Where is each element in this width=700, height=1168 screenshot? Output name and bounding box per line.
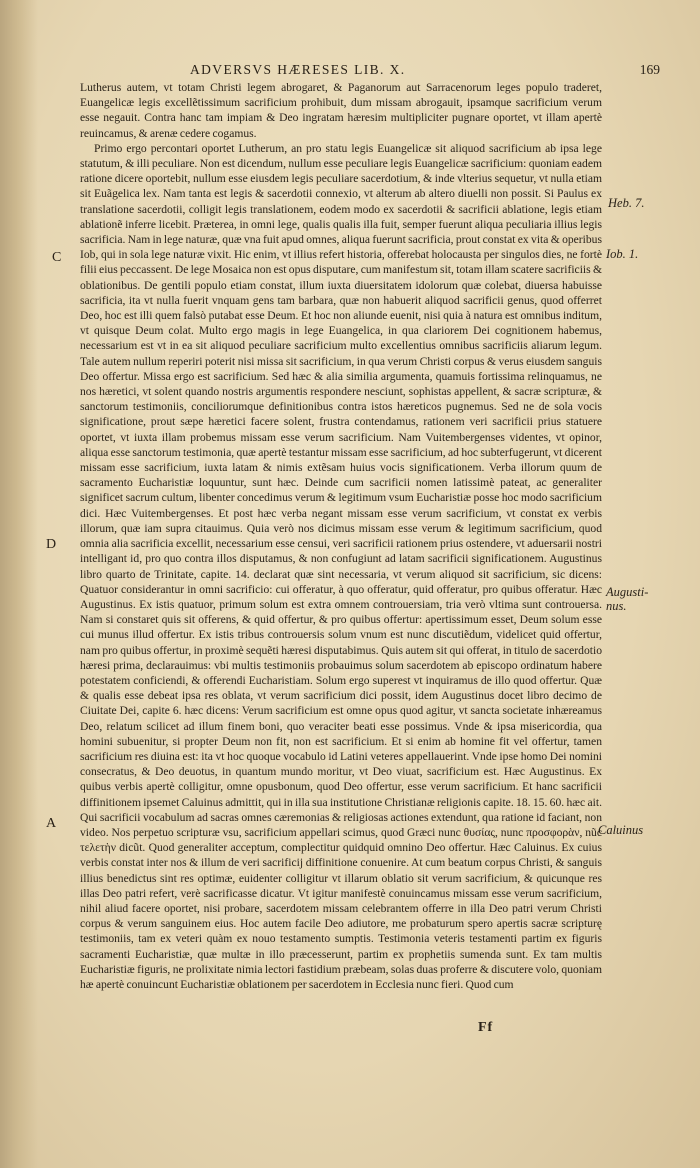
paragraph-1: Lutherus autem, vt totam Christi legem abrogaret, & Paganorum aut Sarracenorum leges populo traderet, Euangelicæ legis excellẽtissimum sacrificium prohibuit, dum missam abrogauit, ipsamque sacrificium verum esse negauit. Contra hanc tam impiam & Deo ingratam hæresim multipliciter pugnare oportet, vt illam apertè reuincamus, & arenæ cedere cogamus.	[80, 81, 602, 140]
section-letter-d: D	[46, 537, 57, 552]
margin-note-heb: Heb. 7.	[608, 196, 645, 210]
running-title: ADVERSVS HÆRESES LIB. X.	[190, 62, 406, 77]
margin-note-iob: Iob. 1.	[606, 247, 639, 261]
paragraph-2: Primo ergo percontari oportet Lutherum, an pro statu legis Euangelicæ sit aliquod sacrificium ab ipsa lege statutum, & illi peculiare. Non est dicendum, nullum esse peculiare legis Euangelicæ sacrificium: quoniam eadem ratione dicere oportebit, nullum esse eiusdem legis peculiare sacerdotium, & inde vlterius sequetur, vt nulla etiam sit Euãgelica lex. Nam tanta est legis & sacerdotii connexio, vt alterum ab altero diuelli non possit. Si Paulus ex translatione sacerdotii, colligit legis translationem, eodem modo ex sacerdotii & sacrificii ablatione, legis etiam ablationẽ inferre licebit. Præterea, in omni lege, qualis qualis illa fuit, semper fuerunt aliqua peculiaria illius legis sacrificia. Nam in lege naturæ, quæ vna fuit apud omnes, aliqua fuerunt sacrificia, prout constat ex vita & operibus Iob, qui in sola lege naturæ vixit. Hic enim, vt illius refert historia, offerebat holocausta per singulos dies, ne fortè filii eius peccassent. De lege Mosaica non est opus disputare, cum manifestum sit, totam illam scatere sacrificiis & oblationibus. De gentili populo etiam constat, illum iuxta diuersitatem idolorum quæ colebat, diuersa habuisse sacrificia, ita vt nulla fuerit vnquam gens tam barbara, quæ non habuerit aliquod sacrificii genus, quod offerret Deo, hoc est illi quem falsò putabat esse Deum. Et hoc non aliunde euenit, nisi quia à natura est omnibus inditum, vt quisque Deum colat. Multo ergo magis in lege Euangelica, in qua clariorem Dei cognitionem habemus, necessarium est vt in ea sit aliquod peculiare sacrificium multo excellentius omnibus sacrificiis aliarum legum. Tale autem nullum reperiri poterit nisi missa sit sacrificium, in qua verum Christi corpus & verus eiusdem sanguis Deo offertur. Missa ergo est sacrificium. Sed hæc & alia similia argumenta, quamuis fortissima relinquamus, ne nos hæretici, vt solent quando nostris argumentis respondere nesciunt, sophistas appellent, & sacræ scripturæ, & sanctorum testimoniis, conciliorumque definitionibus contra istos hæreticos pugnemus. Sed ne de sola vocis significatione, prout sæpe hæretici facere solent, frustra contendamus, rationem veri sacrificii prius statuere oportet, vt iuxta illam probemus missam esse verum sacrificium. Nam Vuitembergenses videntes, vt opinor, aliqua esse sanctorum testimonia, quæ apertè testantur missam esse sacrificium, ad hoc subterfugerunt, vt dicerent missam esse sacrificium, iuxta latam & nimis extẽsam huius vocis significationem. Verba illorum quum de sacramento Eucharistiæ loquuntur, sunt hæc. Deinde cum sacrificii nomen latissimè pateat, ac generaliter significet sacrum cultum, libenter concedimus verum & legitimum vsum Eucharistiæ posse hoc modo sacrificium dici. Hæc Vuitembergenses. Et post hæc verba negant missam esse verum sacrificium, vt constat ex verbis illorum, quæ iam supra citauimus. Quia verò nos dicimus missam esse verum & legitimum sacrificium, quod omnia alia sacrificia excellit, necessarium esse censui, veri sacrificii rationem prius ostendere, vt aduersarii nostri intelligant id, pro quo contra illos disputamus, & non confugiunt ad latam sacrificii significationem. Augustinus libro quarto de Trinitate, capite. 14. declarat quæ sint necessaria, vt verum aliquod sit sacrificium, sic dicens: Quatuor considerantur in omni sacrificio: cui offeratur, à quo offeratur, quid offeratur, pro quibus offeratur. Hæc Augustinus. Ex istis quatuor, primum solum est extra omnem controuersiam, tria verò vltima sunt controuersa. Nam si constaret quis sit offerens, & quid offertur, & pro quibus offertur: apertissimum esset, Deum solum esse cui munus illud offertur. Ex istis tribus controuersis solum vnum est nunc discutiẽdum, videlicet quid offertur, nam pro quibus offertur, in proximè sequẽti hæresi disputabimus. Quis autem sit qui offerat, in titulo de sacerdotio hæresi prima, declarauimus: vbi multis testimoniis probauimus solum sacerdotem ab episcopo ordinatum habere potestatem conficiendi, & offerendi Eucharistiam. Solum ergo superest vt inquiramus de illo quod offertur. Quæ & qualis esse debeat ipsa res oblata, vt verum sacrificium dici possit, idem Augustinus docet libro decimo de Ciuitate Dei, capite 6. hæc dicens: Verum sacrificium est omne opus quod agitur, vt sanctа societate inhæreamus Deo, relatum scilicet ad illum finem boni, quo veraciter beati esse possimus. Vnde & ipsa misericordia, qua homini subuenitur, si propter Deum non fit, non est sacrificium. Et si enim ab homine fit vel offertur, tamen sacrificium res diuina est: ita vt hoc quoque vocabulo id Latini veteres appellauerint. Vnde ipse homo Dei nomini consecratus, & Deo deuotus, in quantum mundo moritur, vt Deo viuat, sacrificium est. Hæc Augustinus. Ex quibus verbis apertè colligitur, omne opusbonum, quod Deo offertur, esse verum sacrificium. Et hanc sacrificii diffinitionem ipsemet Caluinus admittit, qui in illa sua institutione Christianæ religionis capite. 18. 15. 60. hæc ait. Qui sacrificii vocabulum ad sacras omnes cæremonias & religiosas actiones extendunt, qua ratione id faciant, non video. Nos perpetuo scripturæ vsu, sacrificium appellari scimus, quod Græci nunc θυσίας, nunc προσφορὰν, nũc τελετὴν dicũt. Quod generaliter acceptum, complectitur quidquid omnino Deo offertur. Hæc Caluinus. Ex cuius verbis constat inter nos & illum de veri sacrificij diffinitione conuenire. At cum beatum corpus Christi, & sanguis illius benedictus sint res optimæ, euidenter colligitur vt illarum oblatio sit verum sacrificium, & quicunque res illas Deo patri refert, verè sacrificasse dicatur. Vt igitur manifestè conuincamus missam esse verum sacrificium, nihil aliud facere oportet, nisi probare, sacerdotem missam celebrantem offerre in illa Deo patri verum Christi corpus & verum sanguinem eius. Hoc autem facile Deo adiutore, me probaturum spero apertis sacræ scripturę testimoniis, tam ex veteri quàm ex nouo testamento sumptis. Testimonia veteris testamenti partim ex figuris sacramenti Eucharistiæ, quæ multæ in illo præcesserunt, partim ex prophetiis sumenda sunt. Ex tam multis Eucharistiæ figuris, ne prolixitate nimia lectori fastidium præbeam, solas duas proferre & discutere volo, quoniam hæ apertè conuincunt Eucharistiæ oblationem per sacerdotem in Ecclesia nunc fieri. Quod cum	[80, 141, 602, 991]
section-letter-a: A	[46, 816, 57, 831]
margin-note-augustinus: Augusti-nus.	[606, 585, 649, 613]
catchword: Ff	[478, 1020, 494, 1035]
section-letter-c: C	[52, 250, 62, 265]
page-gutter-shadow	[0, 0, 38, 1168]
margin-note-caluinus: Caluinus	[598, 823, 644, 837]
main-text	[80, 80, 602, 992]
page-number: 169	[639, 62, 660, 77]
